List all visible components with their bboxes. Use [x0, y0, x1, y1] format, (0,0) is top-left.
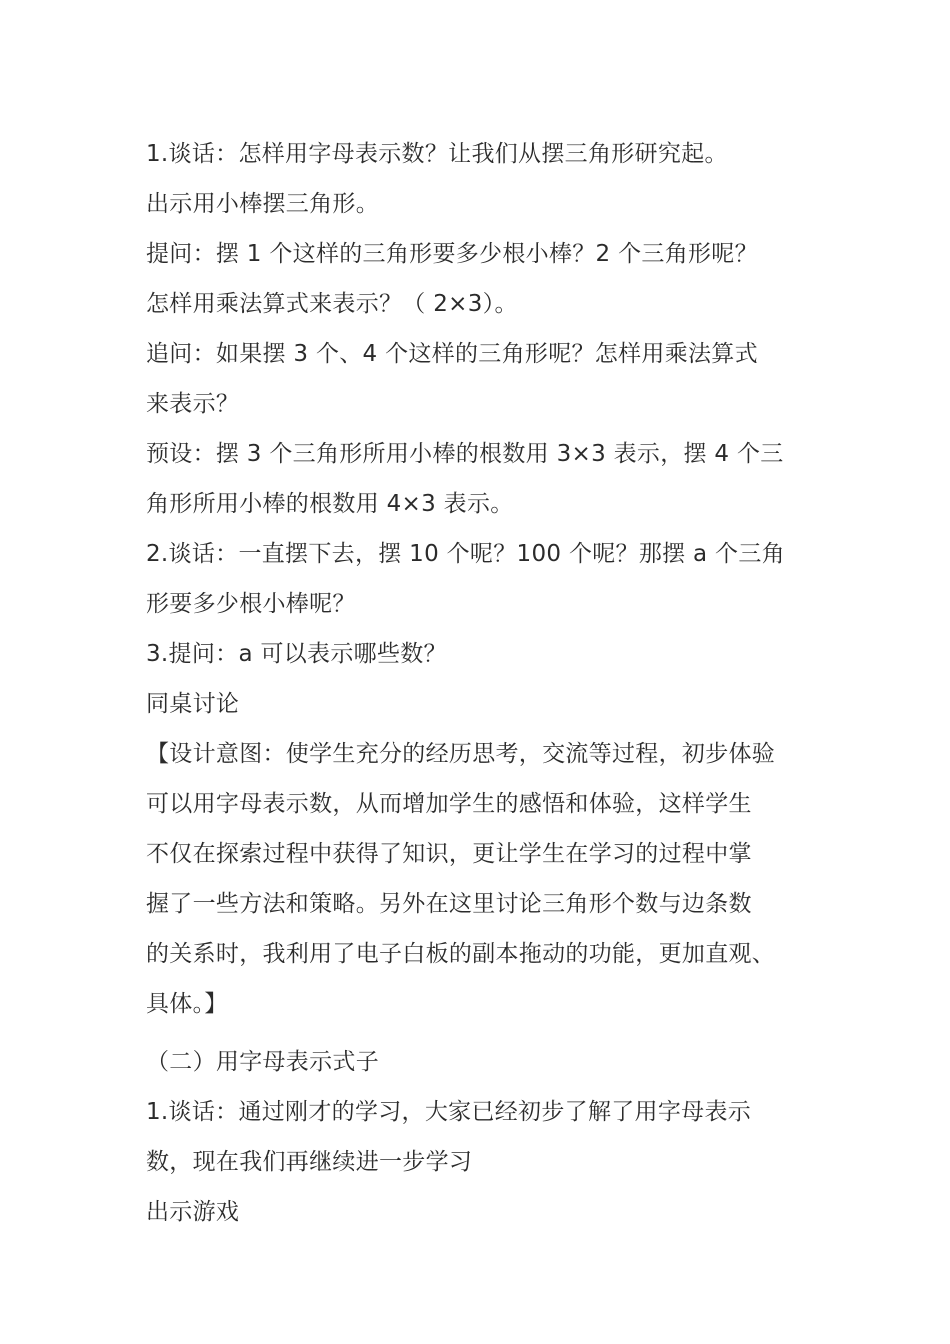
document-body: [146, 129, 811, 1237]
paragraph-line: 出示游戏: [146, 1199, 240, 1225]
design-intent-line: 【设计意图：使学生充分的经历思考，交流等过程，初步体验: [146, 741, 776, 767]
design-intent-line: 可以用字母表示数，从而增加学生的感悟和体验，这样学生: [146, 791, 752, 817]
paragraph-line: 来表示？: [146, 391, 240, 417]
paragraph-line: 预设：摆 3 个三角形所用小棒的根数用 3×3 表示，摆 4 个三: [146, 441, 784, 467]
section-heading: （二）用字母表示式子: [146, 1049, 379, 1075]
paragraph-line: 怎样用乘法算式来表示？（ 2×3）。: [146, 291, 518, 317]
paragraph-line: 2.谈话：一直摆下去，摆 10 个呢？100 个呢？那摆 a 个三角: [146, 541, 785, 567]
paragraph-line: 数，现在我们再继续进一步学习: [146, 1149, 473, 1175]
paragraph-line: 1.谈话：怎样用字母表示数？让我们从摆三角形研究起。: [146, 141, 728, 167]
paragraph-line: 3.提问：a 可以表示哪些数？: [146, 641, 447, 667]
design-intent-line: 具体。】: [146, 991, 228, 1017]
paragraph-line: 1.谈话：通过刚才的学习，大家已经初步了解了用字母表示: [146, 1099, 752, 1125]
paragraph-line: 同桌讨论: [146, 691, 240, 717]
design-intent-line: 的关系时，我利用了电子白板的副本拖动的功能，更加直观、: [146, 941, 776, 967]
paragraph-line: 追问：如果摆 3 个、4 个这样的三角形呢？怎样用乘法算式: [146, 341, 758, 367]
design-intent-line: 不仅在探索过程中获得了知识，更让学生在学习的过程中掌: [146, 841, 752, 867]
paragraph-line: 提问：摆 1 个这样的三角形要多少根小棒？2 个三角形呢？: [146, 241, 758, 267]
design-intent-line: 握了一些方法和策略。另外在这里讨论三角形个数与边条数: [146, 891, 752, 917]
paragraph-line: 出示用小棒摆三角形。: [146, 191, 379, 217]
paragraph-line: 形要多少根小棒呢？: [146, 591, 356, 617]
paragraph-line: 角形所用小棒的根数用 4×3 表示。: [146, 491, 514, 517]
